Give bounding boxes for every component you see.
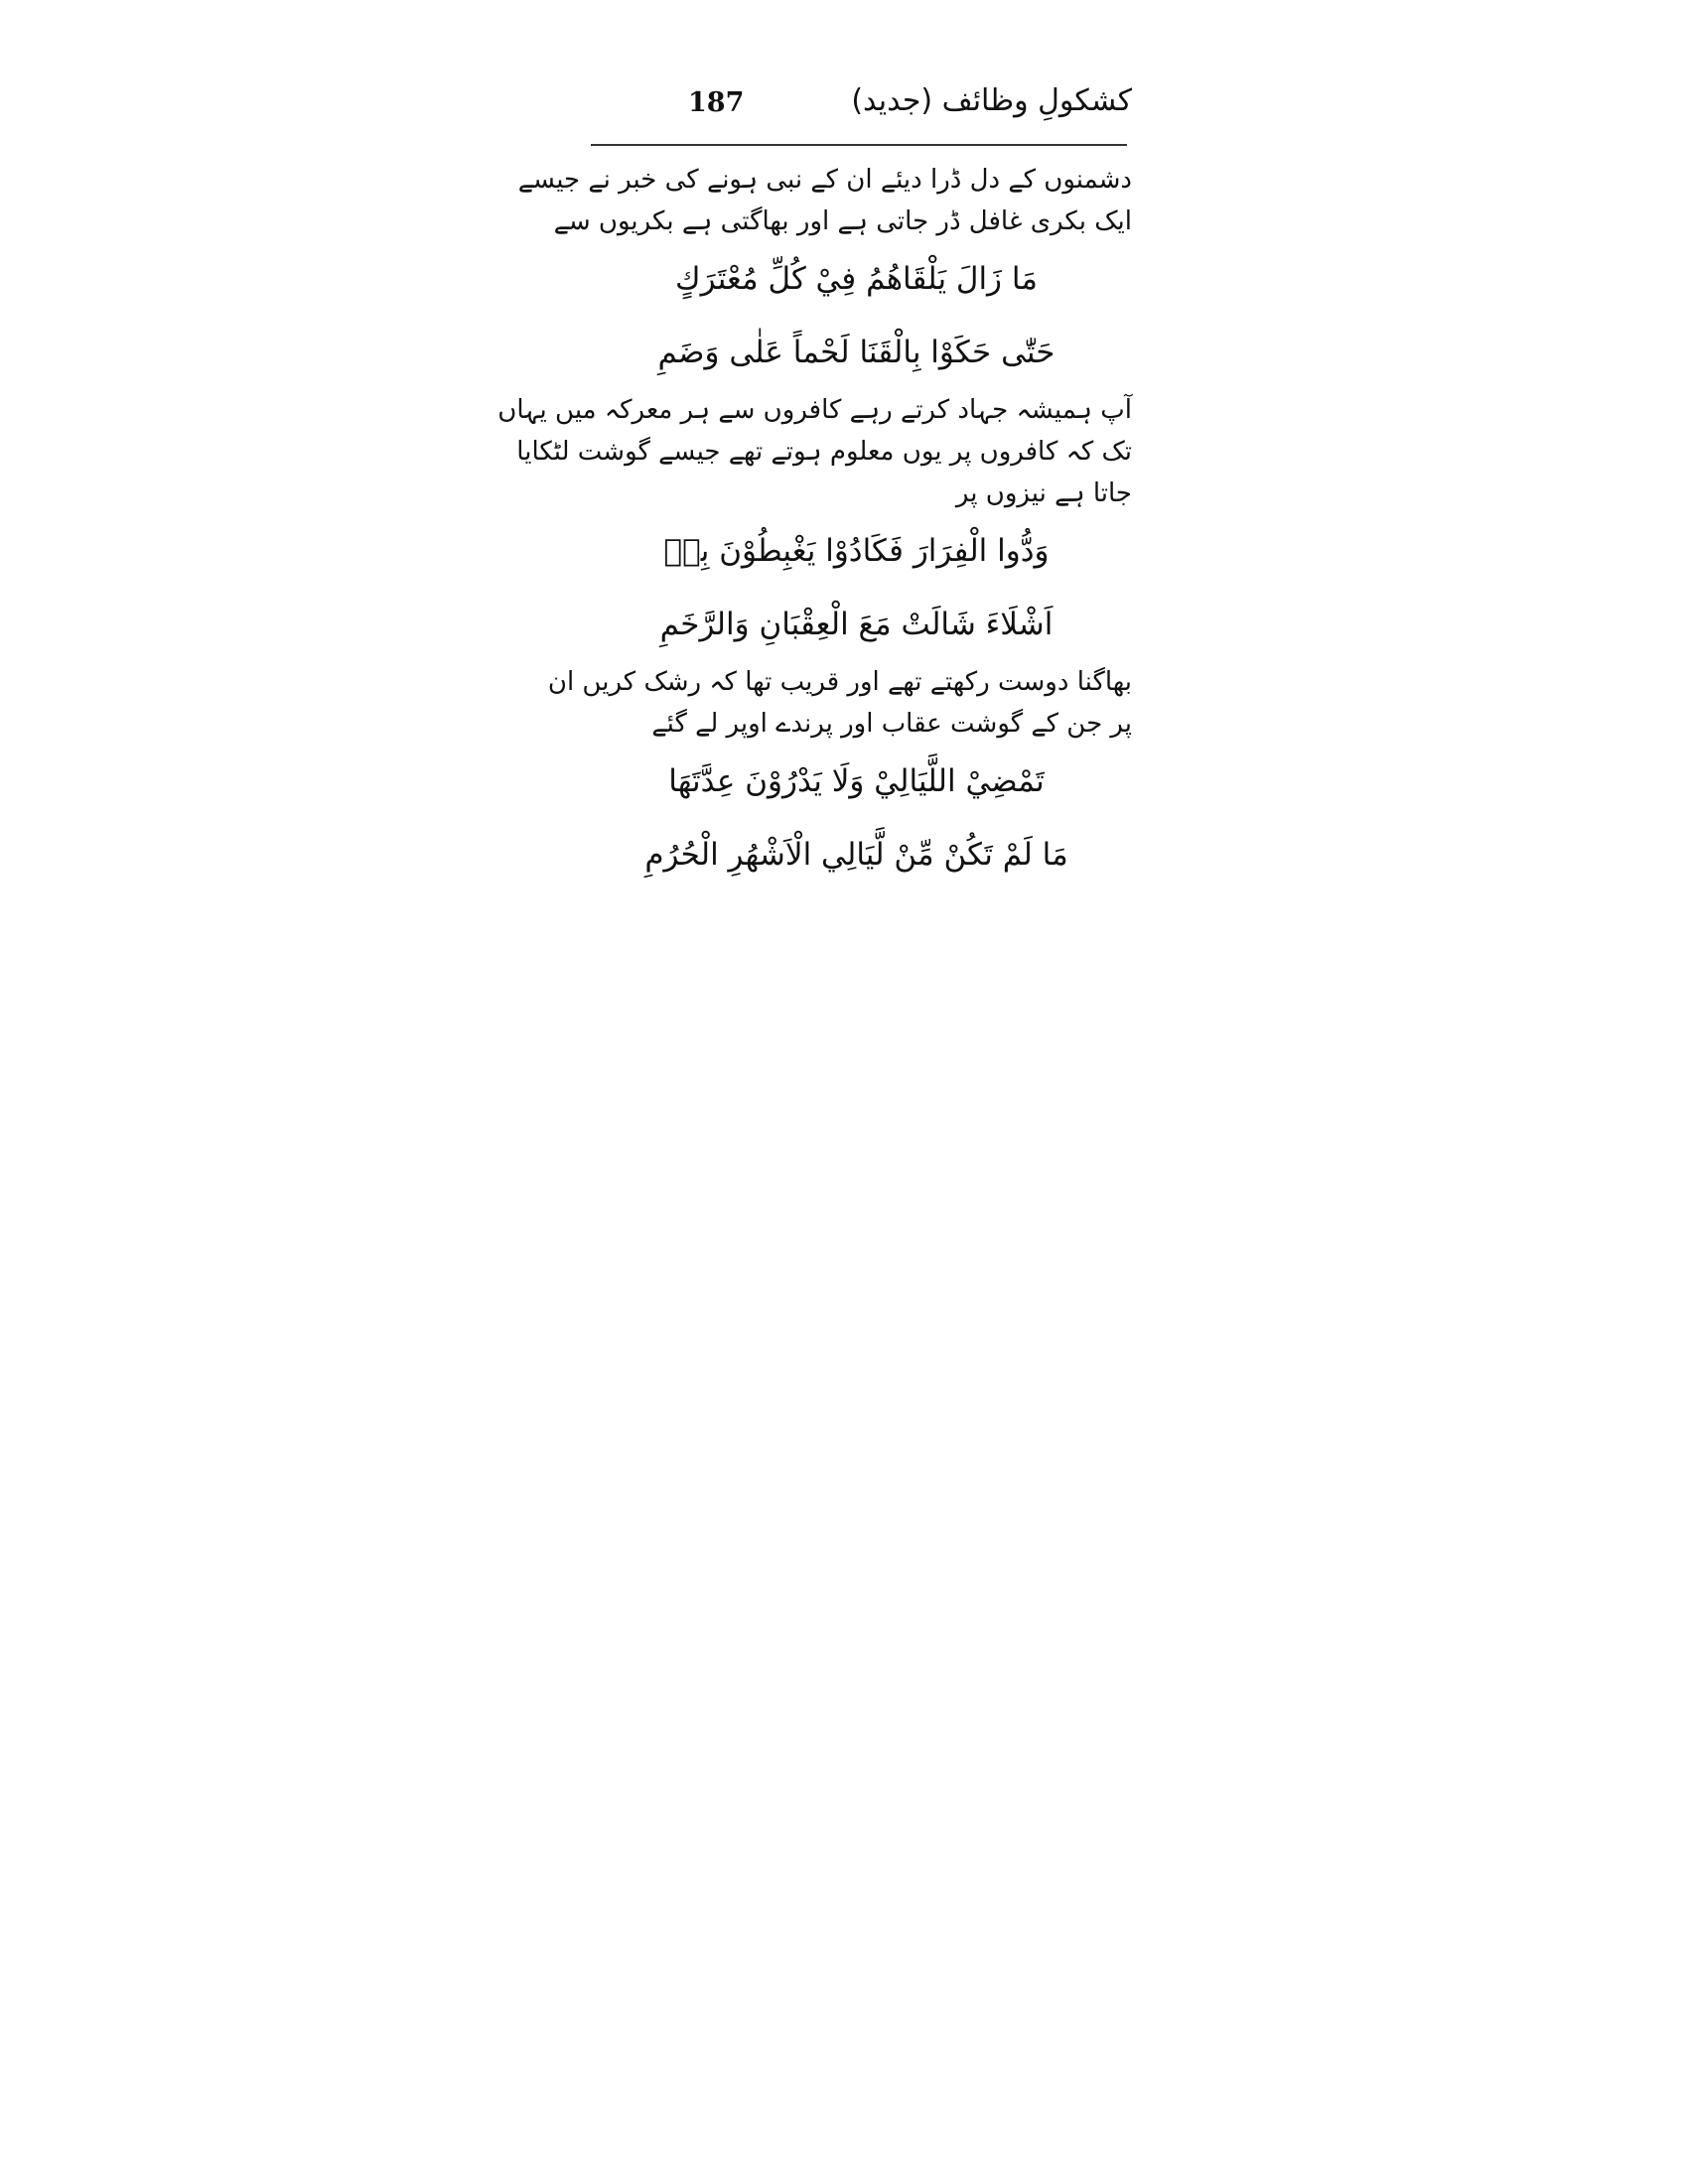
urdu-paragraph-2 (497, 389, 1132, 514)
verse-line: تَمْضِيْ اللَّيَالِيْ وَلَا يَدْرُوْنَ عِدَّتَهَا (668, 763, 1045, 799)
running-header (581, 79, 1132, 139)
book-title: کشکولِ وظائف (جدید) (851, 83, 1132, 118)
arabic-verse-3 (581, 745, 1132, 891)
header-rule (591, 144, 1127, 146)
urdu-paragraph-3 (547, 661, 1132, 745)
prose-line: جاتا ہے نیزوں پر (955, 478, 1132, 508)
page-number: 187 (688, 87, 745, 118)
verse-line: مَا زَالَ يَلْقَاهُمُ فِيْ كُلِّ مُعْتَرَكٍ (675, 261, 1038, 297)
verse-line: مَا لَمْ تَكُنْ مِّنْ لَّيَالِي الْاَشْهُرِ الْحُرُمِ (644, 837, 1068, 873)
arabic-verse-1 (581, 242, 1132, 389)
prose-line: ایک بکری غافل ڈر جاتی ہے اور بھاگتی ہے بکریوں سے (553, 206, 1132, 236)
arabic-verse-2 (581, 514, 1132, 661)
prose-line: آپ ہمیشہ جہاد کرتے رہے کافروں سے ہر معرکہ میں یہاں (497, 395, 1132, 425)
prose-line: دشمنوں کے دل ڈرا دیئے ان کے نبی ہونے کی خبر نے جیسے (517, 165, 1132, 195)
verse-line: حَتّٰى حَكَوْا بِالْقَنَا لَحْماً عَلٰى وَضَمِ (657, 335, 1055, 370)
verse-line: وَدُّوا الْفِرَارَ فَكَادُوْا يَغْبِطُوْنَ بِهٖ (663, 533, 1050, 569)
body-text (497, 159, 1132, 891)
urdu-paragraph-1 (517, 159, 1132, 242)
page-column (497, 79, 1132, 973)
verse-line: اَشْلَاءَ شَالَتْ مَعَ الْعِقْبَانِ وَالرَّخَمِ (659, 607, 1054, 642)
prose-line: تک کہ کافروں پر یوں معلوم ہوتے تھے جیسے گوشت لٹکایا (516, 437, 1132, 467)
prose-line: بھاگنا دوست رکھتے تھے اور قریب تھا کہ رشک کریں ان (547, 667, 1132, 697)
prose-line: پر جن کے گوشت عقاب اور پرندے اوپر لے گئے (651, 709, 1132, 739)
